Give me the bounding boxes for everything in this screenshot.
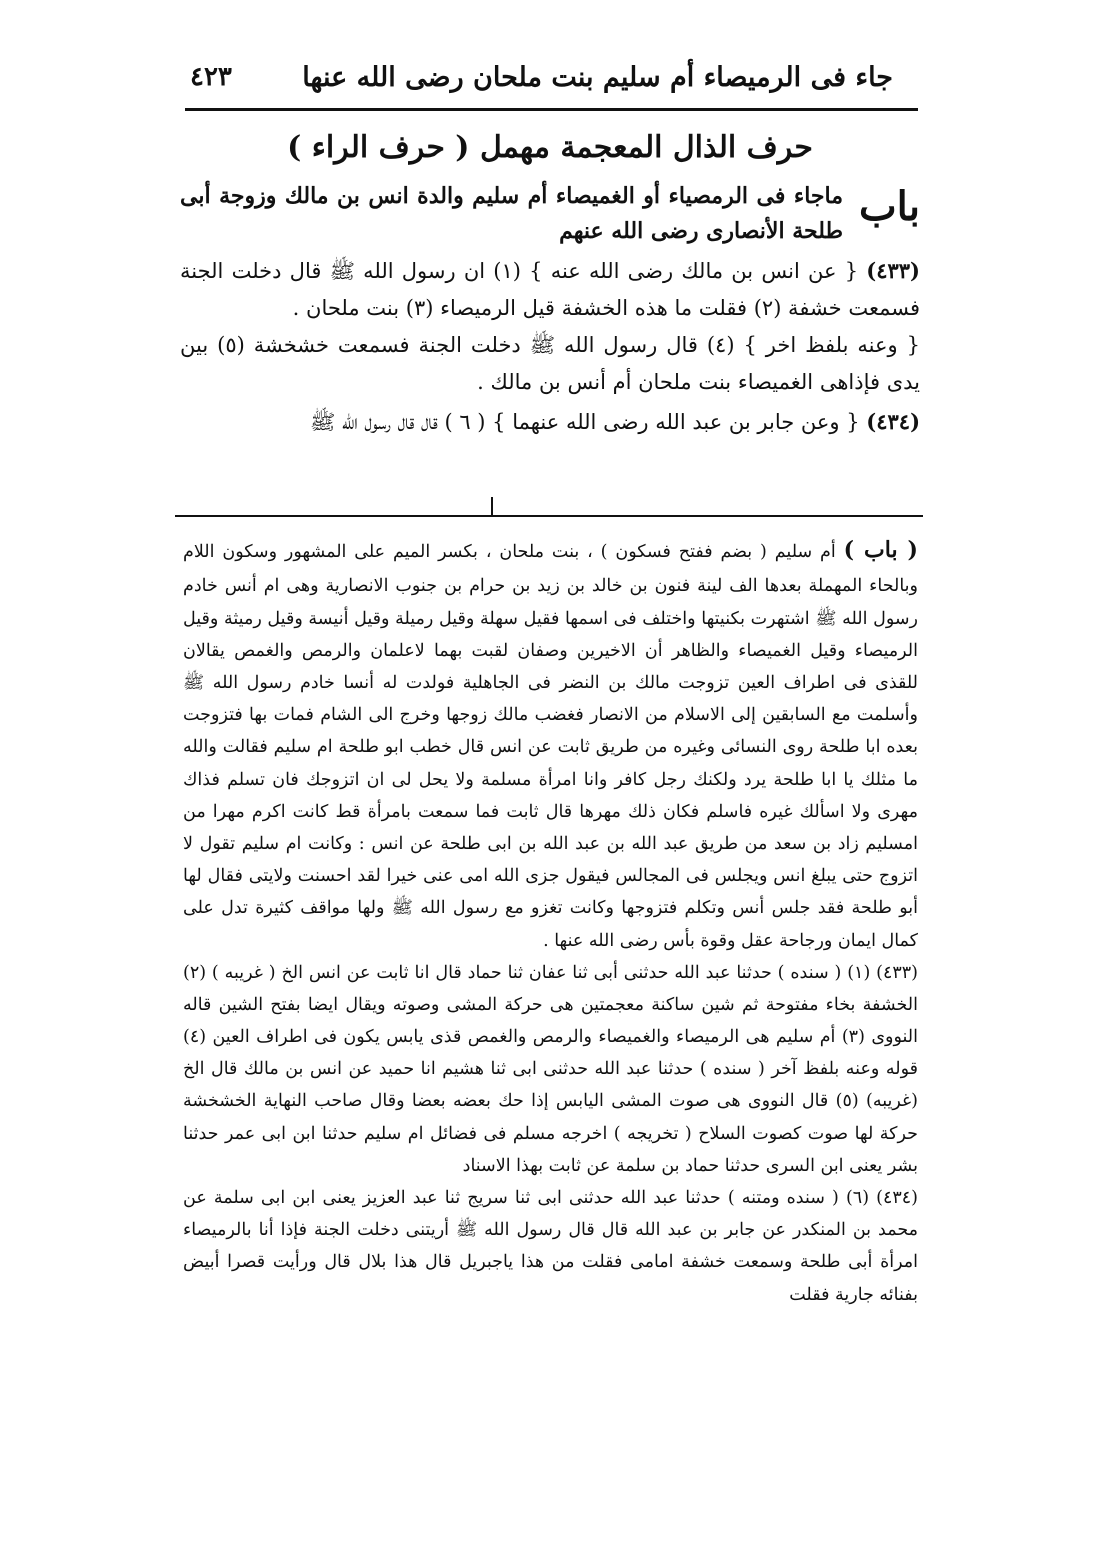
running-title: جاء فى الرميصاء أم سليم بنت ملحان رضى الله عنها <box>302 61 893 93</box>
bab-title: ماجاء فى الرمصياء أو الغميصاء أم سليم والدة انس بن مالك وزوجة أبى طلحة الأنصارى رضى الله عنهم <box>180 183 844 245</box>
commentary <box>183 530 918 1311</box>
note-text: أم سليم ( بضم ففتح فسكون ) ، بنت ملحان ، بكسر الميم على المشهور وسكون اللام وبالحاء المهملة بعدها الف لينة فنون بن خالد بن زيد بن حرام بن جنوب الانصارية وهى ام أنس خادم رسول الله ﷺ اشتهرت بكنيتها واختلف فى اسمها فقيل سهلة وقيل رميلة وقيل أنيسة وقيل رميثة وقيل الرميصاء وقيل الغميصاء والظاهر أن الاخيرين وصفان لقبت بهما لاعلمان والرمص والغمص يقالان للقذى فى اطراف العين تزوجت مالك بن النضر فى الجاهلية فولدت له أنسا خادم رسول الله ﷺ وأسلمت مع السابقين إلى الاسلام من الانصار فغضب مالك زوجها وخرج الى الشام فمات بها فتزوجت بعده ابا طلحة روى النسائى وغيره من طريق ثابت عن انس قال خطب ابو طلحة ام سليم فقالت والله ما مثلك يا ابا طلحة يرد ولكنك رجل كافر وانا امرأة مسلمة ولا يحل لى ان اتزوجك فان تسلم فذاك مهرى ولا اسألك غيره فاسلم فكان ذلك مهرها قال ثابت فما سمعت بامرأة قط كانت اكرم مهرا من امسليم زاد بن سعد من طريق عبد الله بن عبد الله بن ابى طلحة عن انس : وكانت ام سليم تقول لا اتزوج حتى يبلغ انس ويجلس فى المجالس فيقول جزى الله امى عنى خيرا لقد احسنت ولايتى فقال لها أبو طلحة فقد جلس أنس وتكلم فتزوجها وكانت تغزو مع رسول الله ﷺ ولها مواقف كثيرة تدل على كمال ايمان ورجاحة عقل وقوة بأس رضى الله عنها . <box>183 542 918 951</box>
hadith-433 <box>180 253 920 327</box>
hadith-number: (٤٣٣) <box>866 258 920 284</box>
note-text: (٤٣٤) (٦) ( سنده ومتنه ) حدثنا عبد الله حدثنى ابى ثنا سريج ثنا عبد العزيز يعنى ابن ابى سلمة عن محمد بن المنكدر عن جابر بن عبد الله قال قال رسول الله ﷺ أريتنى دخلت الجنة فإذا أنا بالرميصاء امرأة أبى طلحة وسمعت خشفة امامى فقلت من هذا ياجبريل قال هذا بلال قال ورأيت قصرا أبيض بفنائه جارية فقلت <box>183 1188 918 1305</box>
hadith-text: { عن انس بن مالك رضى الله عنه } (١) ان رسول الله ﷺ قال دخلت الجنة فسمعت خشفة (٢) فقلت ما هذه الخشفة قيل الرميصاء (٣) بنت ملحان . <box>180 259 920 321</box>
note-paragraph <box>183 957 918 1182</box>
hadith-number: (٤٣٤) <box>866 409 920 435</box>
note-paragraph <box>183 530 918 957</box>
note-text: (٤٣٣) (١) ( سنده ) حدثنا عبد الله حدثنى أبى ثنا عفان ثنا حماد قال انا ثابت عن انس الخ ( غريبه ) (٢) الخشفة بخاء مفتوحة ثم شين ساكنة معجمتين هى حركة المشى وصوته ويقال ايضا بفتح الشين قاله النووى (٣) أم سليم هى الرميصاء والغميصاء والرمص والغمص قذى يابس يكون فى اطراف العين (٤) قوله وعنه بلفظ آخر ( سنده ) حدثنا عبد الله حدثنى ابى ثنا هشيم انا حميد عن انس بن مالك قال الخ (غريبه) (٥) قال النووى هى صوت المشى اليابس إذا حك بعضه بعضا وقال صاحب النهاية الخشخشة حركة لها صوت كصوت السلاح ( تخريجه ) اخرجه مسلم فى فضائل ام سليم حدثنا ابن ابى عمر حدثنا بشر يعنى ابن السرى حدثنا حماد بن سلمة عن ثابت بهذا الاسناد <box>183 962 918 1176</box>
running-head <box>190 52 893 102</box>
note-paragraph <box>183 1182 918 1311</box>
hadith-433-variant <box>180 327 920 401</box>
divider-tick <box>491 497 493 515</box>
notes-divider <box>175 515 923 517</box>
bab-heading <box>180 179 920 249</box>
hadith-text: { وعن جابر بن عبد الله رضى الله عنهما } ( ٦ ) قال قال رسول الله ﷺ <box>310 410 860 435</box>
hadith-text: { وعنه بلفظ اخر } (٤) قال رسول الله ﷺ دخلت الجنة فسمعت خشخشة (٥) بين يدى فإذاهى الغميصاء بنت ملحان أم أنس بن مالك . <box>180 332 920 394</box>
chapter-title: حرف الذال المعجمة مهمل ( حرف الراء ) <box>287 130 813 165</box>
hadith-434 <box>180 404 920 441</box>
header-rule <box>185 108 918 111</box>
bab-label: باب <box>859 183 920 230</box>
main-text <box>180 120 920 441</box>
page-number: ٤٢٣ <box>190 62 232 92</box>
note-bab-label: ( باب ) <box>843 537 918 563</box>
